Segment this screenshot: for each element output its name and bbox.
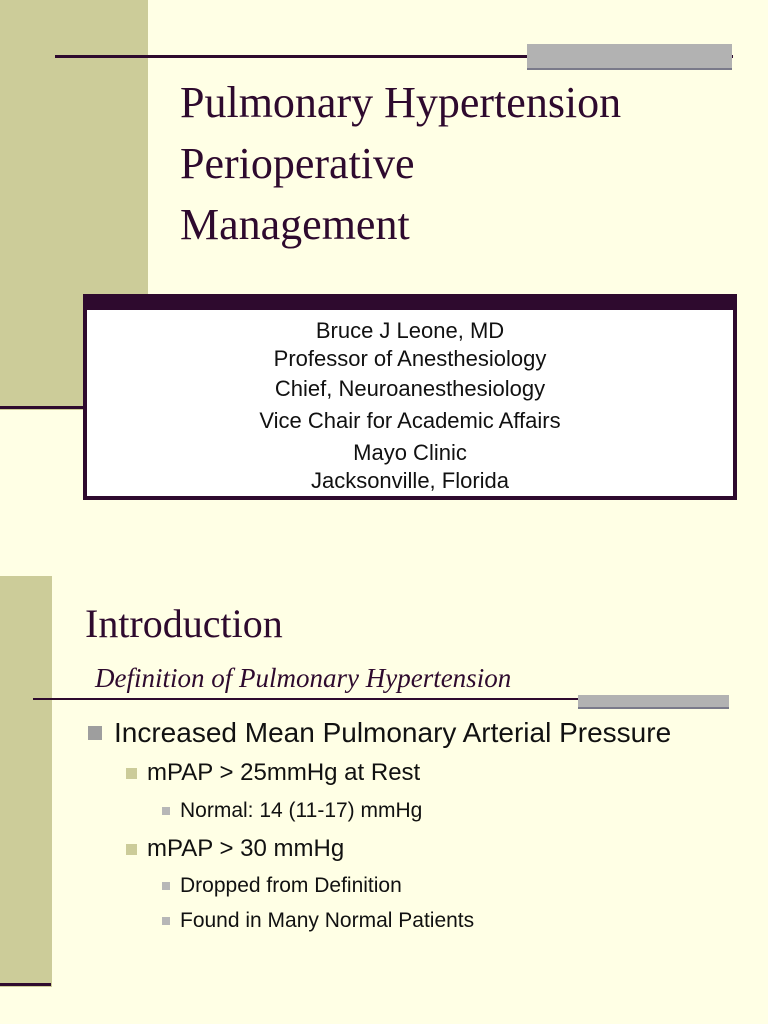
introduction-slide (0, 576, 768, 1024)
square-bullet-icon (162, 882, 170, 890)
author-name: Bruce J Leone, MD (315, 318, 505, 343)
bullet-item (126, 835, 344, 863)
bullet-item (88, 717, 671, 749)
bullet-item (162, 799, 422, 823)
bullet-text: Found in Many Normal Patients (180, 909, 475, 932)
title-line: Management (180, 200, 410, 249)
bullet-item (162, 874, 402, 898)
slide-subtitle: Definition of Pulmonary Hypertension (95, 663, 512, 693)
sidebar-accent-bar (0, 576, 52, 987)
author-institution: Mayo Clinic (353, 440, 467, 465)
slide-title: Introduction (85, 601, 283, 646)
author-info (87, 310, 733, 496)
author-box (83, 294, 737, 500)
subtitle-corner-accent (578, 695, 729, 709)
title-line: Perioperative (180, 139, 415, 188)
square-bullet-icon (162, 917, 170, 925)
sidebar-bottom-rule (0, 406, 84, 409)
author-position: Chief, Neuroanesthesiology (274, 376, 546, 401)
title-line: Pulmonary Hypertension (180, 78, 622, 127)
square-bullet-icon (126, 844, 137, 855)
bullet-text: mPAP > 25mmHg at Rest (147, 759, 421, 786)
author-position: Vice Chair for Academic Affairs (259, 408, 561, 433)
square-bullet-icon (162, 807, 170, 815)
bullet-item (126, 759, 420, 787)
sidebar-bottom-rule (0, 983, 51, 986)
title-corner-accent (527, 44, 732, 70)
author-title: Professor of Anesthesiology (273, 346, 547, 371)
bullet-item (162, 909, 474, 933)
bullet-text: Dropped from Definition (180, 874, 402, 897)
bullet-text: Normal: 14 (11-17) mmHg (180, 799, 423, 822)
bullet-text: Increased Mean Pulmonary Arterial Pressure (114, 717, 672, 748)
bullet-text: mPAP > 30 mmHg (147, 835, 345, 862)
author-location: Jacksonville, Florida (310, 468, 510, 493)
square-bullet-icon (88, 726, 102, 740)
square-bullet-icon (126, 768, 137, 779)
slide-title (180, 72, 621, 255)
